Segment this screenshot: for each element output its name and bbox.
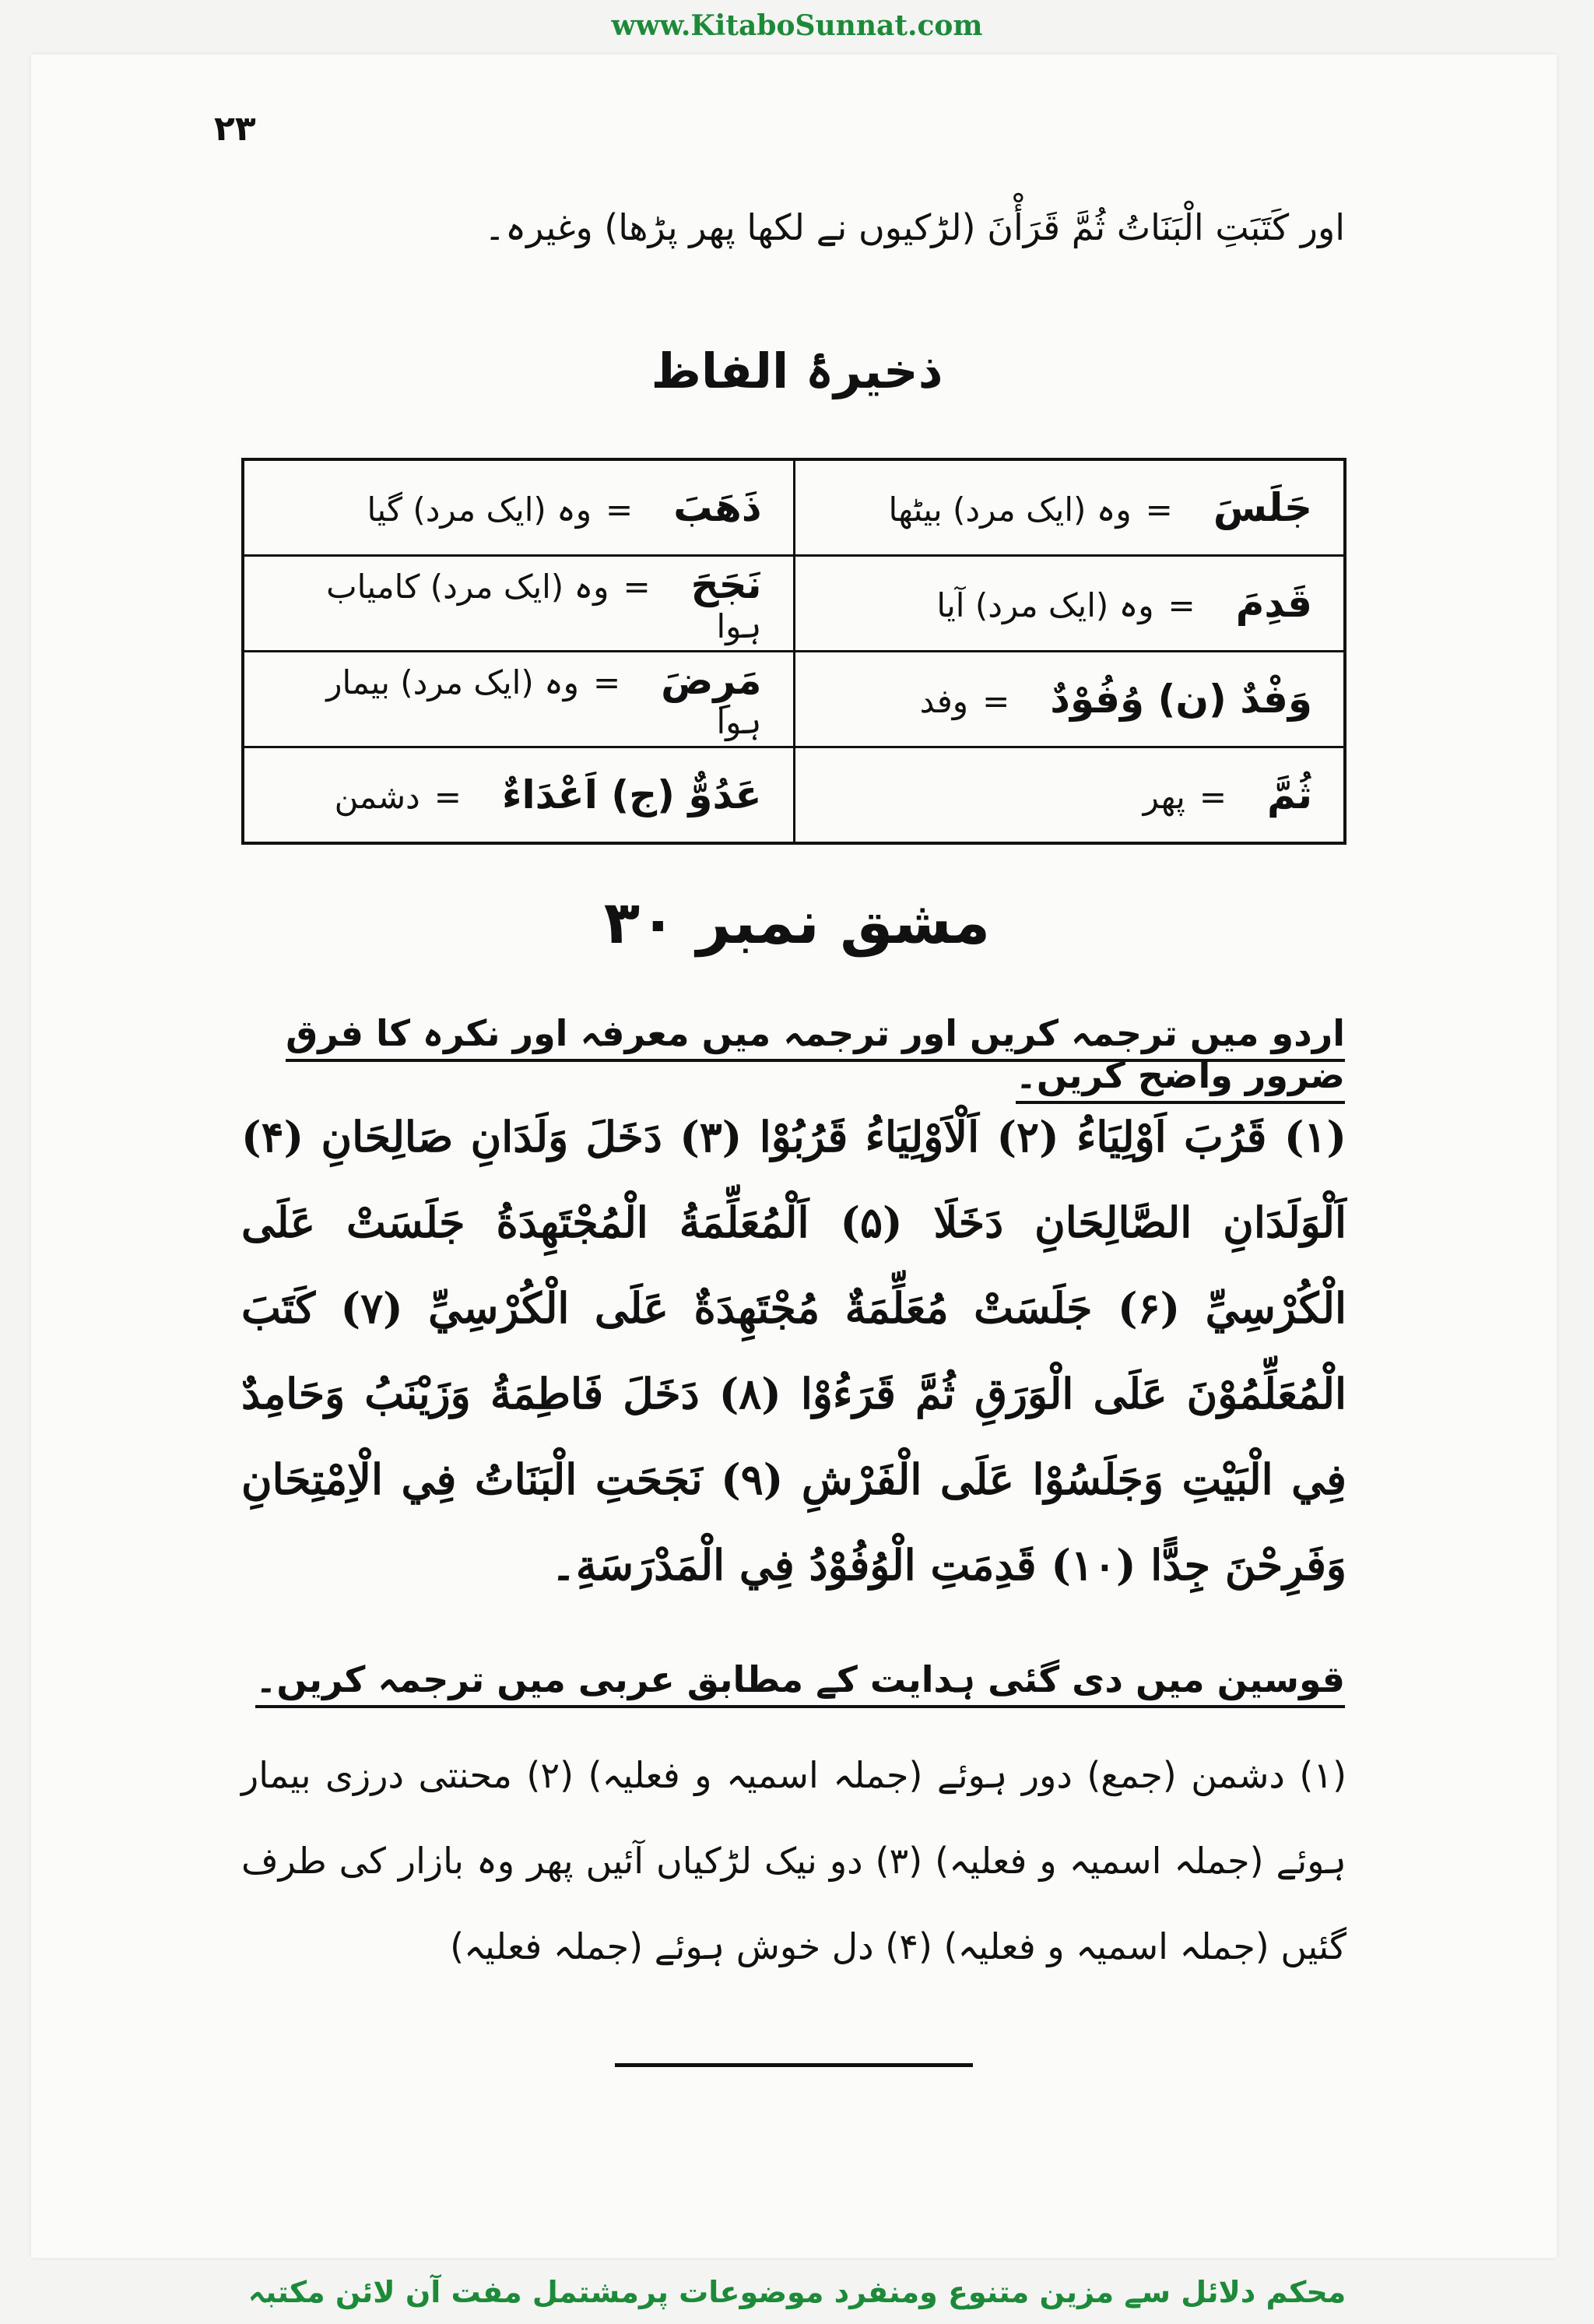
vocabulary-table [241, 458, 1346, 845]
vocab-cell: جَلَسَ=وہ (ایک مرد) بیٹھا [794, 459, 1345, 556]
vocab-cell: ذَهَبَ=وہ (ایک مرد) گیا [243, 459, 794, 556]
vocab-meaning: وفد [919, 682, 969, 720]
exercise-title: مشق نمبر ۳۰ [603, 888, 991, 957]
vocab-row [243, 556, 1345, 652]
vocabulary-heading: ذخیرۂ الفاظ [651, 343, 943, 399]
vocab-word: ثُمَّ [1267, 772, 1312, 817]
vocab-meaning: وہ (ایک مرد) بیٹھا [888, 490, 1132, 529]
vocab-cell: ثُمَّ=پھر [794, 747, 1345, 844]
vocab-cell: عَدُوٌّ (ج) اَعْدَاءٌ=دشمن [243, 747, 794, 844]
vocab-cell: نَجَحَ=وہ (ایک مرد) کامیاب ہوا [243, 556, 794, 652]
vocab-word: وَفْدٌ (ن) وُفُوْدٌ [1050, 677, 1312, 722]
vocab-row [243, 459, 1345, 556]
instruction-text: اردو میں ترجمہ کریں اور ترجمہ میں معرفہ اور نکرہ کا فرق ضرور واضح کریں۔ [286, 1012, 1345, 1104]
instruction-translate-urdu [240, 1012, 1345, 1096]
footer-tagline: محکم دلائل سے مزین متنوع ومنفرد موضوعات پرمشتمل مفت آن لائن مکتبہ [248, 2275, 1346, 2309]
instruction-translate-arabic [240, 1658, 1345, 1700]
vocab-cell: قَدِمَ=وہ (ایک مرد) آیا [794, 556, 1345, 652]
vocab-meaning: دشمن [334, 778, 420, 816]
intro-line: اور کَتَبَتِ الْبَنَاتُ ثُمَّ قَرَأْنَ (لڑکیوں نے لکھا پھر پڑھا) وغیرہ۔ [484, 206, 1345, 248]
vocab-cell: وَفْدٌ (ن) وُفُوْدٌ=وفد [794, 652, 1345, 747]
vocab-word: مَرِضَ [661, 657, 762, 703]
vocab-row [243, 652, 1345, 747]
vocab-meaning: وہ (ایک مرد) گیا [367, 490, 592, 529]
vocab-meaning: وہ (ایک مرد) بیمار ہوا [326, 663, 762, 741]
instruction-text: قوسین میں دی گئی ہدایت کے مطابق عربی میں ترجمہ کریں۔ [255, 1658, 1345, 1708]
vocab-word: نَجَحَ [690, 561, 762, 607]
vocab-word: قَدِمَ [1235, 581, 1312, 626]
vocab-meaning: وہ (ایک مرد) آیا [936, 586, 1154, 624]
section-divider [615, 2063, 973, 2067]
watermark-url[interactable]: www.KitaboSunnat.com [611, 9, 983, 42]
vocab-meaning: وہ (ایک مرد) کامیاب ہوا [326, 567, 762, 645]
vocab-row [243, 747, 1345, 844]
page-number: ۲۳ [214, 109, 256, 149]
vocab-word: جَلَسَ [1213, 485, 1312, 530]
vocab-meaning: پھر [1143, 778, 1185, 816]
vocab-word: ذَهَبَ [673, 485, 762, 530]
vocab-cell: مَرِضَ=وہ (ایک مرد) بیمار ہوا [243, 652, 794, 747]
urdu-sentences: (۱) دشمن (جمع) دور ہوئے (جملہ اسمیہ و فعلیہ) (۲) محنتی درزی بیمار ہوئے (جملہ اسمیہ و فعلیہ) (۳) دو نیک لڑکیاں آئیں پھر وہ بازار کی طرف گئیں (جملہ اسمیہ و فعلیہ) (۴) دل خوش ہوئے (جملہ فعلیہ) [241, 1754, 1347, 1967]
arabic-sentences: (۱) قَرُبَ اَوْلِيَاءُ (۲) اَلْاَوْلِيَاءُ قَرُبُوْا (۳) دَخَلَ وَلَدَانِ صَالِحَانِ (۴) اَلْوَلَدَانِ الصَّالِحَانِ دَخَلَا (۵) اَلْمُعَلِّمَةُ الْمُجْتَهِدَةُ جَلَسَتْ عَلَى الْكُرْسِيِّ (۶) جَلَسَتْ مُعَلِّمَةٌ مُجْتَهِدَةٌ عَلَى الْكُرْسِيِّ (۷) كَتَبَ الْمُعَلِّمُوْنَ عَلَى الْوَرَقِ ثُمَّ قَرَءُوْا (۸) دَخَلَ فَاطِمَةُ وَزَيْنَبُ وَحَامِدٌ فِي الْبَيْتِ وَجَلَسُوْا عَلَى الْفَرْشِ (۹) نَجَحَتِ الْبَنَاتُ فِي الْاِمْتِحَانِ وَفَرِحْنَ جِدًّا (۱۰) قَدِمَتِ الْوُفُوْدُ فِي الْمَدْرَسَةِ۔ [241, 1112, 1347, 1590]
vocab-word: عَدُوٌّ (ج) اَعْدَاءٌ [501, 772, 762, 817]
